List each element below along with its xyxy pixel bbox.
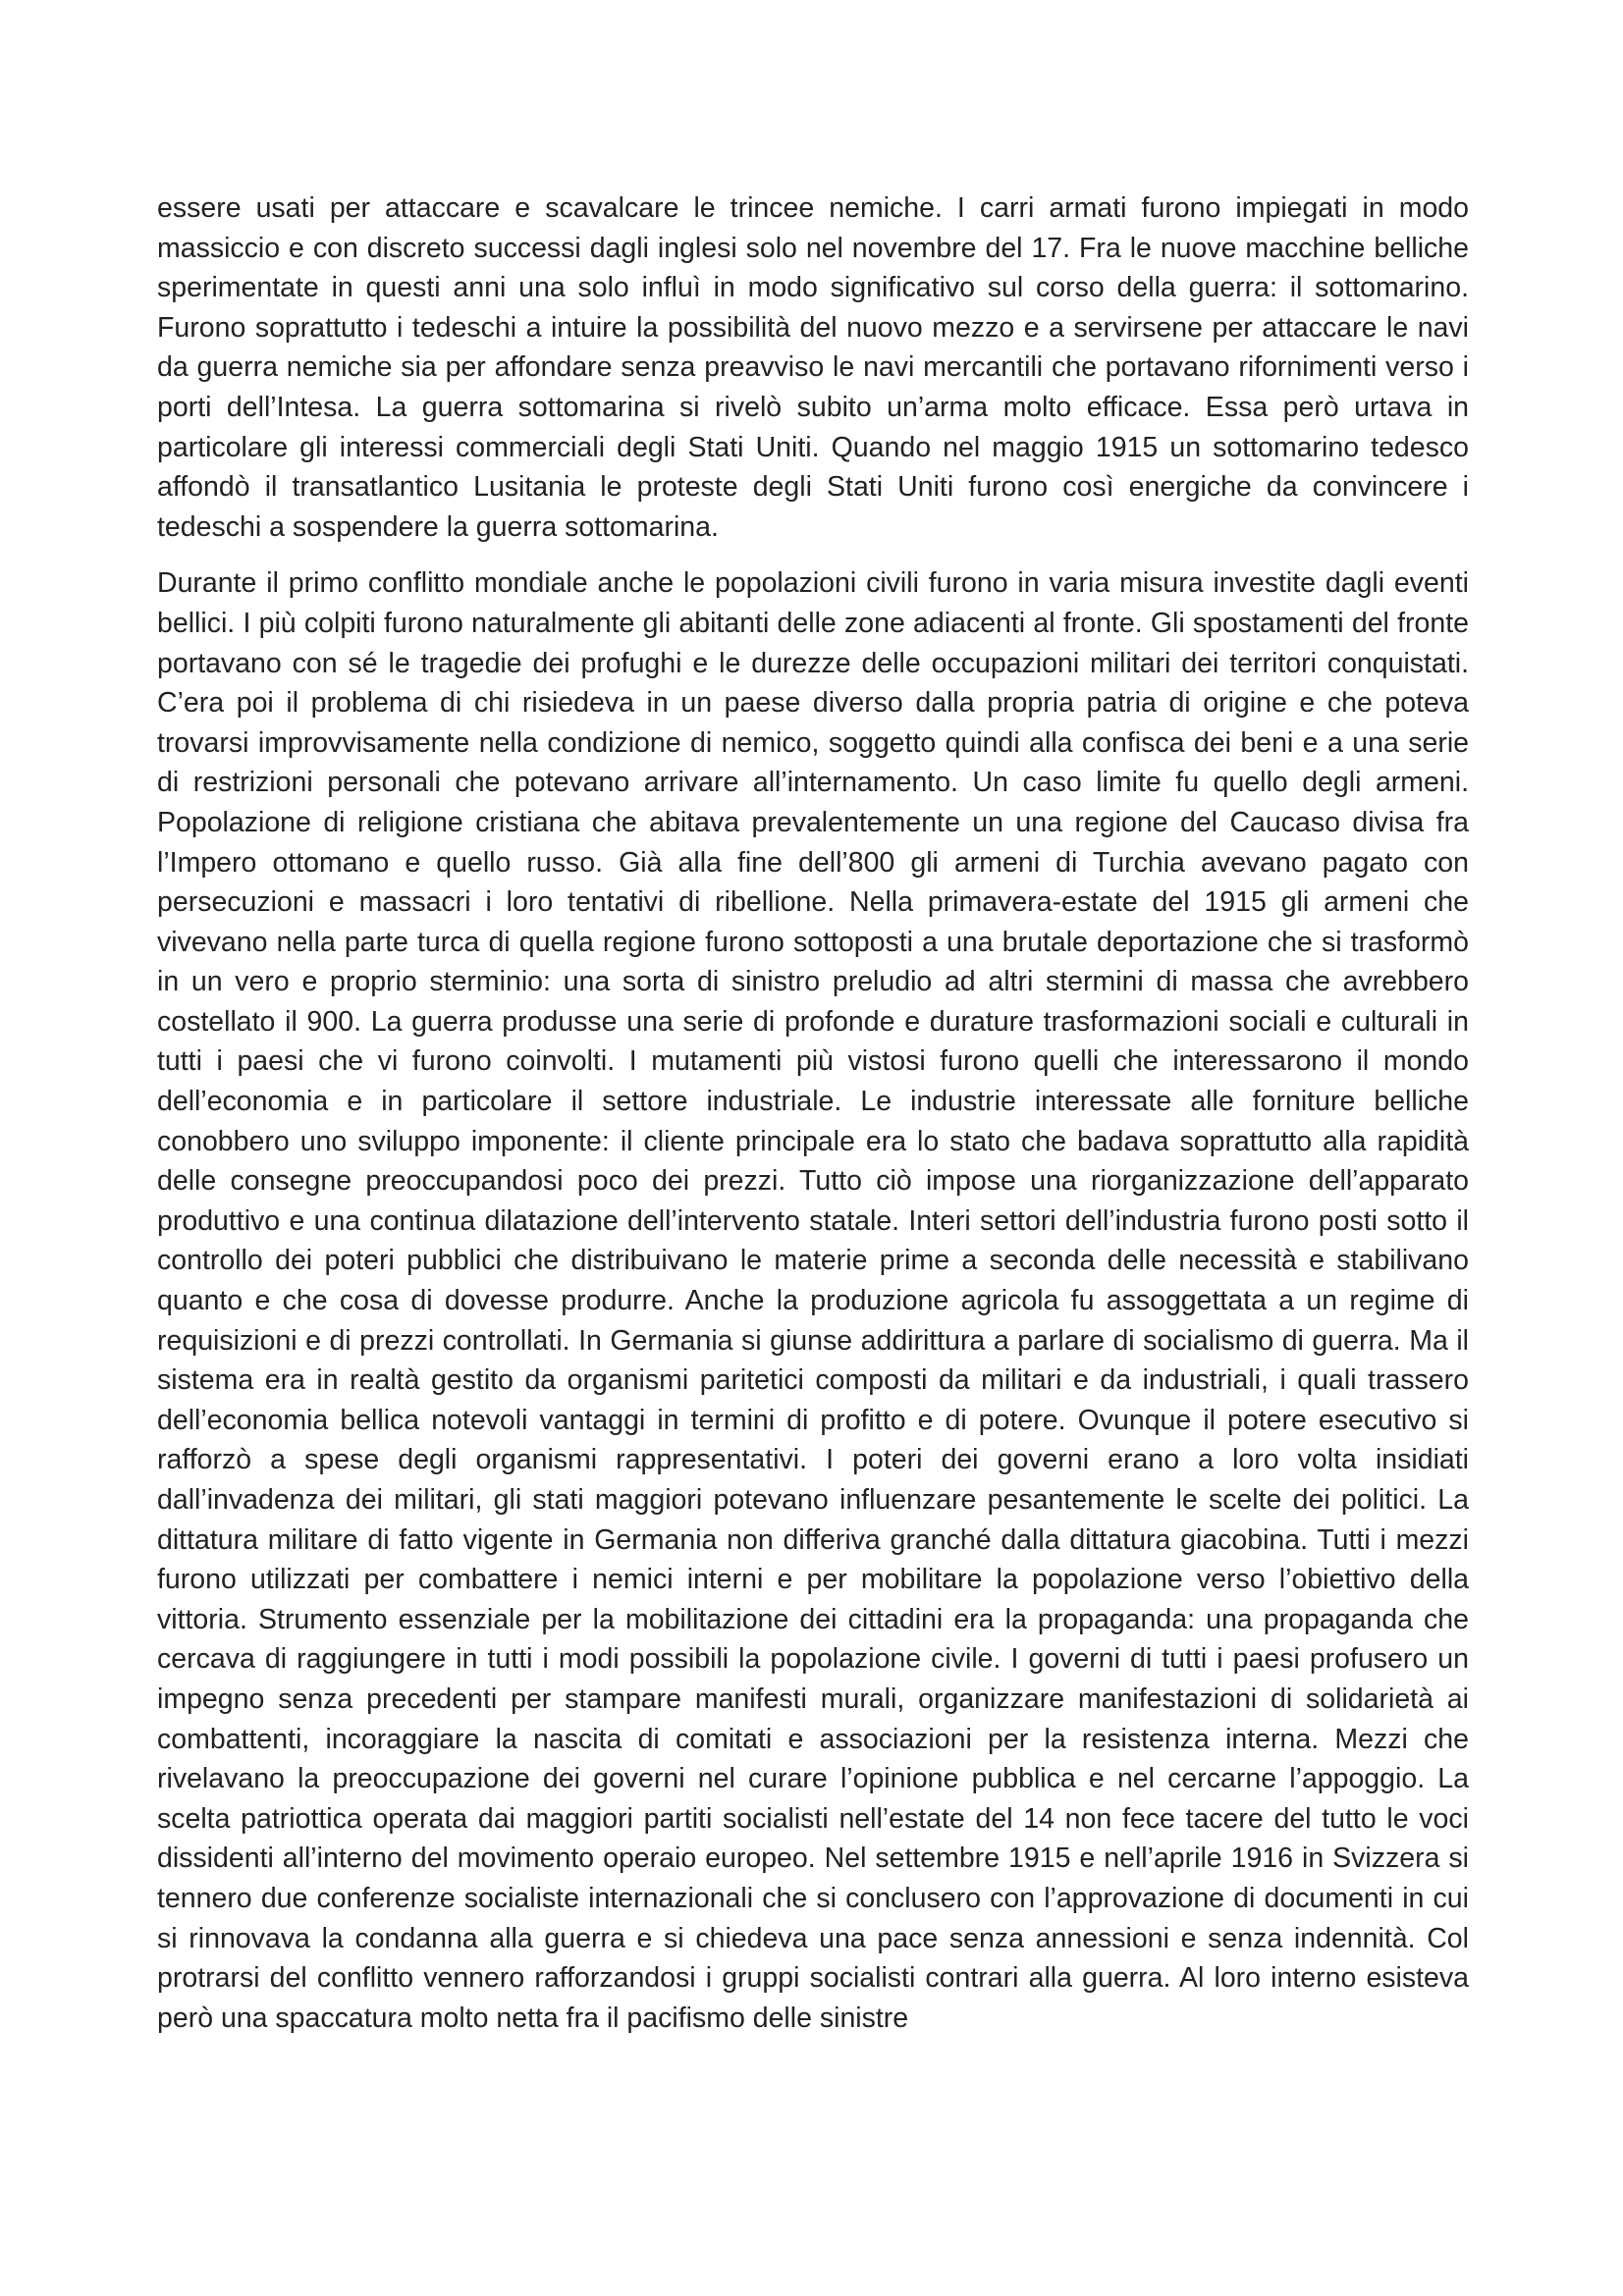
paragraph-civilians-and-home-front: Durante il primo conflitto mondiale anche le popolazioni civili furono in varia misura investite dagli eventi bellici. I più colpiti furono naturalmente gli abitanti delle zone adiacenti al fronte. Gli spostamenti del fronte portavano con sé le tragedie dei profughi e le durezze delle occupazioni militari dei territori conquistati. C’era poi il problema di chi risiedeva in un paese diverso dalla propria patria di origine e che poteva trovarsi improvvisamente nella condizione di nemico, soggetto quindi alla confisca dei beni e a una serie di restrizioni personali che potevano arrivare all’internamento. Un caso limite fu quello degli armeni. Popolazione di religione cristiana che abitava prevalentemente un una regione del Caucaso divisa fra l’Impero ottomano e quello russo. Già alla fine dell’800 gli armeni di Turchia avevano pagato con persecuzioni e massacri i loro tentativi di ribellione. Nella primavera-estate del 1915 gli armeni che vivevano nella parte turca di quella regione furono sottoposti a una brutale deportazione che si trasformò in un vero e proprio sterminio: una sorta di sinistro preludio ad altri stermini di massa che avrebbero costellato il 900. La guerra produsse una serie di profonde e durature trasformazioni sociali e culturali in tutti i paesi che vi furono coinvolti. I mutamenti più vistosi furono quelli che interessarono il mondo dell’economia e in particolare il settore industriale. Le industrie interessate alle forniture belliche conobbero uno sviluppo imponente: il cliente principale era lo stato che badava soprattutto alla rapidità delle consegne preoccupandosi poco dei prezzi. Tutto ciò impose una riorganizzazione dell’apparato produttivo e una continua dilatazione dell’intervento statale. Interi settori dell’industria furono posti sotto il controllo dei poteri pubblici che distribuivano le materie prime a seconda delle necessità e stabilivano quanto e che cosa di dovesse produrre. Anche la produzione agricola fu assoggettata a un regime di requisizioni e di prezzi controllati. In Germania si giunse addirittura a parlare di socialismo di guerra. Ma il sistema era in realtà gestito da organismi paritetici composti da militari e da industriali, i quali trassero dell’economia bellica notevoli vantaggi in termini di profitto e di potere. Ovunque il potere esecutivo si rafforzò a spese degli organismi rappresentativi. I poteri dei governi erano a loro volta insidiati dall’invadenza dei militari, gli stati maggiori potevano influenzare pesantemente le scelte dei politici. La dittatura militare di fatto vigente in Germania non differiva granché dalla dittatura giacobina. Tutti i mezzi furono utilizzati per combattere i nemici interni e per mobilitare la popolazione verso l’obiettivo della vittoria. Strumento essenziale per la mobilitazione dei cittadini era la propaganda: una propaganda che cercava di raggiungere in tutti i modi possibili la popolazione civile. I governi di tutti i paesi profusero un impegno senza precedenti per stampare manifesti murali, organizzare manifestazioni di solidarietà ai combattenti, incoraggiare la nascita di comitati e associazioni per la resistenza interna. Mezzi che rivelavano la preoccupazione dei governi nel curare l’opinione pubblica e nel cercarne l’appoggio. La scelta patriottica operata dai maggiori partiti socialisti nell’estate del 14 non fece tacere del tutto le voci dissidenti all’interno del movimento operaio europeo. Nel settembre 1915 e nell’aprile 1916 in Svizzera si tennero due conferenze socialiste internazionali che si conclusero con l’approvazione di documenti in cui si rinnovava la condanna alla guerra e si chiedeva una pace senza annessioni e senza indennità. Col protrarsi del conflitto vennero rafforzandosi i gruppi socialisti contrari alla guerra. Al loro interno esisteva però una spaccatura molto netta fra il pacifismo delle sinistre [157,567,1469,2034]
document-page [157,188,1469,2038]
paragraph-submarine-warfare: essere usati per attaccare e scavalcare le trincee nemiche. I carri armati furono impiegati in modo massiccio e con discreto successi dagli inglesi solo nel novembre del 17. Fra le nuove macchine belliche sperimentate in questi anni una solo influì in modo significativo sul corso della guerra: il sottomarino. Furono soprattutto i tedeschi a intuire la possibilità del nuovo mezzo e a servirsene per attaccare le navi da guerra nemiche sia per affondare senza preavviso le navi mercantili che portavano rifornimenti verso i porti dell’Intesa. La guerra sottomarina si rivelò subito un’arma molto efficace. Essa però urtava in particolare gli interessi commerciali degli Stati Uniti. Quando nel maggio 1915 un sottomarino tedesco affondò il transatlantico Lusitania le proteste degli Stati Uniti furono così energiche da convincere i tedeschi a sospendere la guerra sottomarina. [157,192,1469,543]
